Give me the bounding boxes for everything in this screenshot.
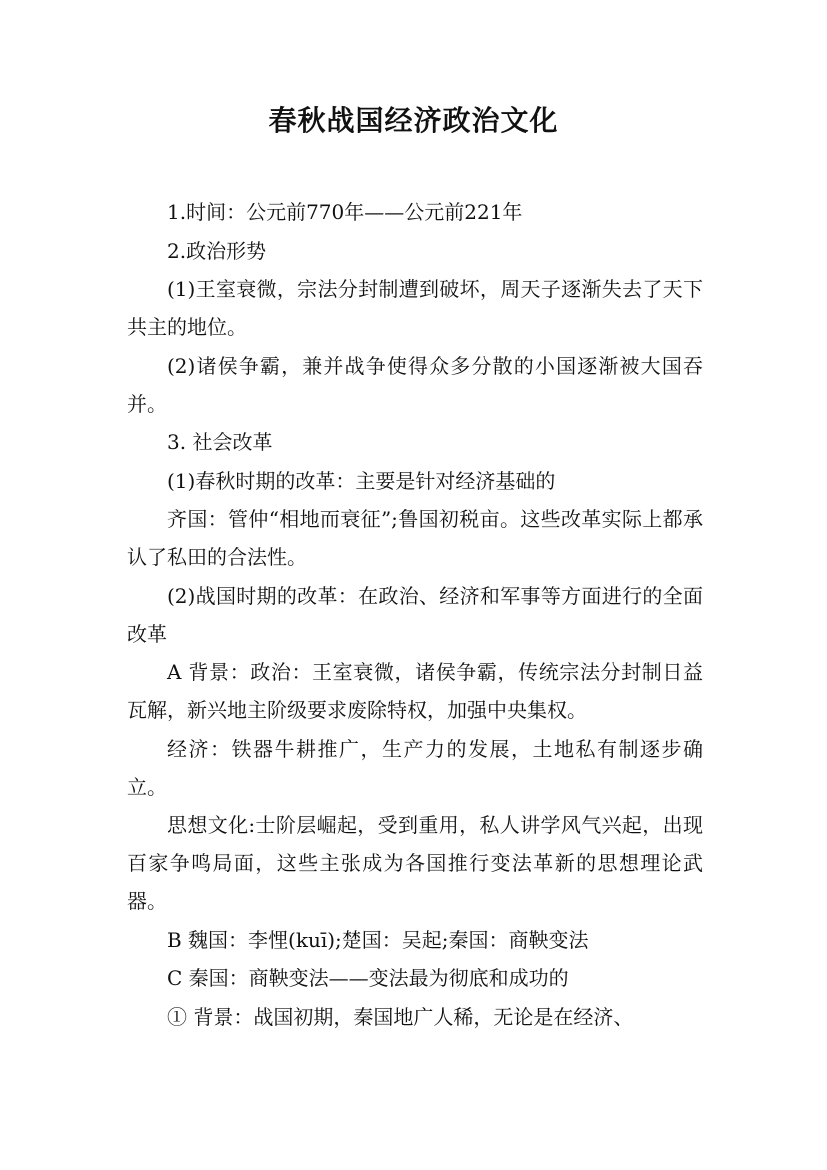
paragraph-background-culture: 思想文化:士阶层崛起，受到重用，私人讲学风气兴起，出现百家争鸣局面，这些主张成为各国推行变法革新的思想理论武器。	[127, 813, 703, 913]
document-title: 春秋战国经济政治文化	[268, 104, 559, 137]
paragraph-state-reforms: B 魏国：李悝(kuī);楚国：吴起;秦国：商鞅变法	[167, 927, 589, 952]
paragraph-background-economy: 经济：铁器牛耕推广，生产力的发展，土地私有制逐步确立。	[127, 736, 703, 799]
paragraph-royal-decline: (1)王室衰微，宗法分封制遭到破坏，周天子逐渐失去了天下共主的地位。	[127, 277, 703, 339]
paragraph-qin-background: ① 背景：战国初期，秦国地广人稀，无论是在经济、	[167, 1004, 634, 1029]
paragraph-qin-shang-yang: C 秦国：商鞅变法——变法最为彻底和成功的	[167, 966, 569, 990]
paragraph-political-heading: 2.政治形势	[167, 238, 267, 263]
paragraph-time: 1.时间：公元前770年——公元前221年	[167, 200, 523, 224]
paragraph-spring-autumn-reform: (1)春秋时期的改革：主要是针对经济基础的	[167, 468, 556, 493]
paragraph-hegemony: (2)诸侯争霸，兼并战争使得众多分散的小国逐渐被大国吞并。	[127, 353, 703, 416]
paragraph-background-political: A 背景：政治：王室衰微，诸侯争霸，传统宗法分封制日益瓦解，新兴地主阶级要求废除特权，加强中央集权。	[127, 660, 703, 722]
paragraph-reform-heading: 3. 社会改革	[167, 430, 273, 454]
paragraph-qi-lu: 齐国：管仲“相地而衰征”;鲁国初税亩。这些改革实际上都承认了私田的合法性。	[127, 507, 703, 569]
document-body	[127, 193, 703, 1036]
paragraph-warring-states-reform: (2)战国时期的改革：在政治、经济和军事等方面进行的全面改革	[127, 583, 703, 646]
